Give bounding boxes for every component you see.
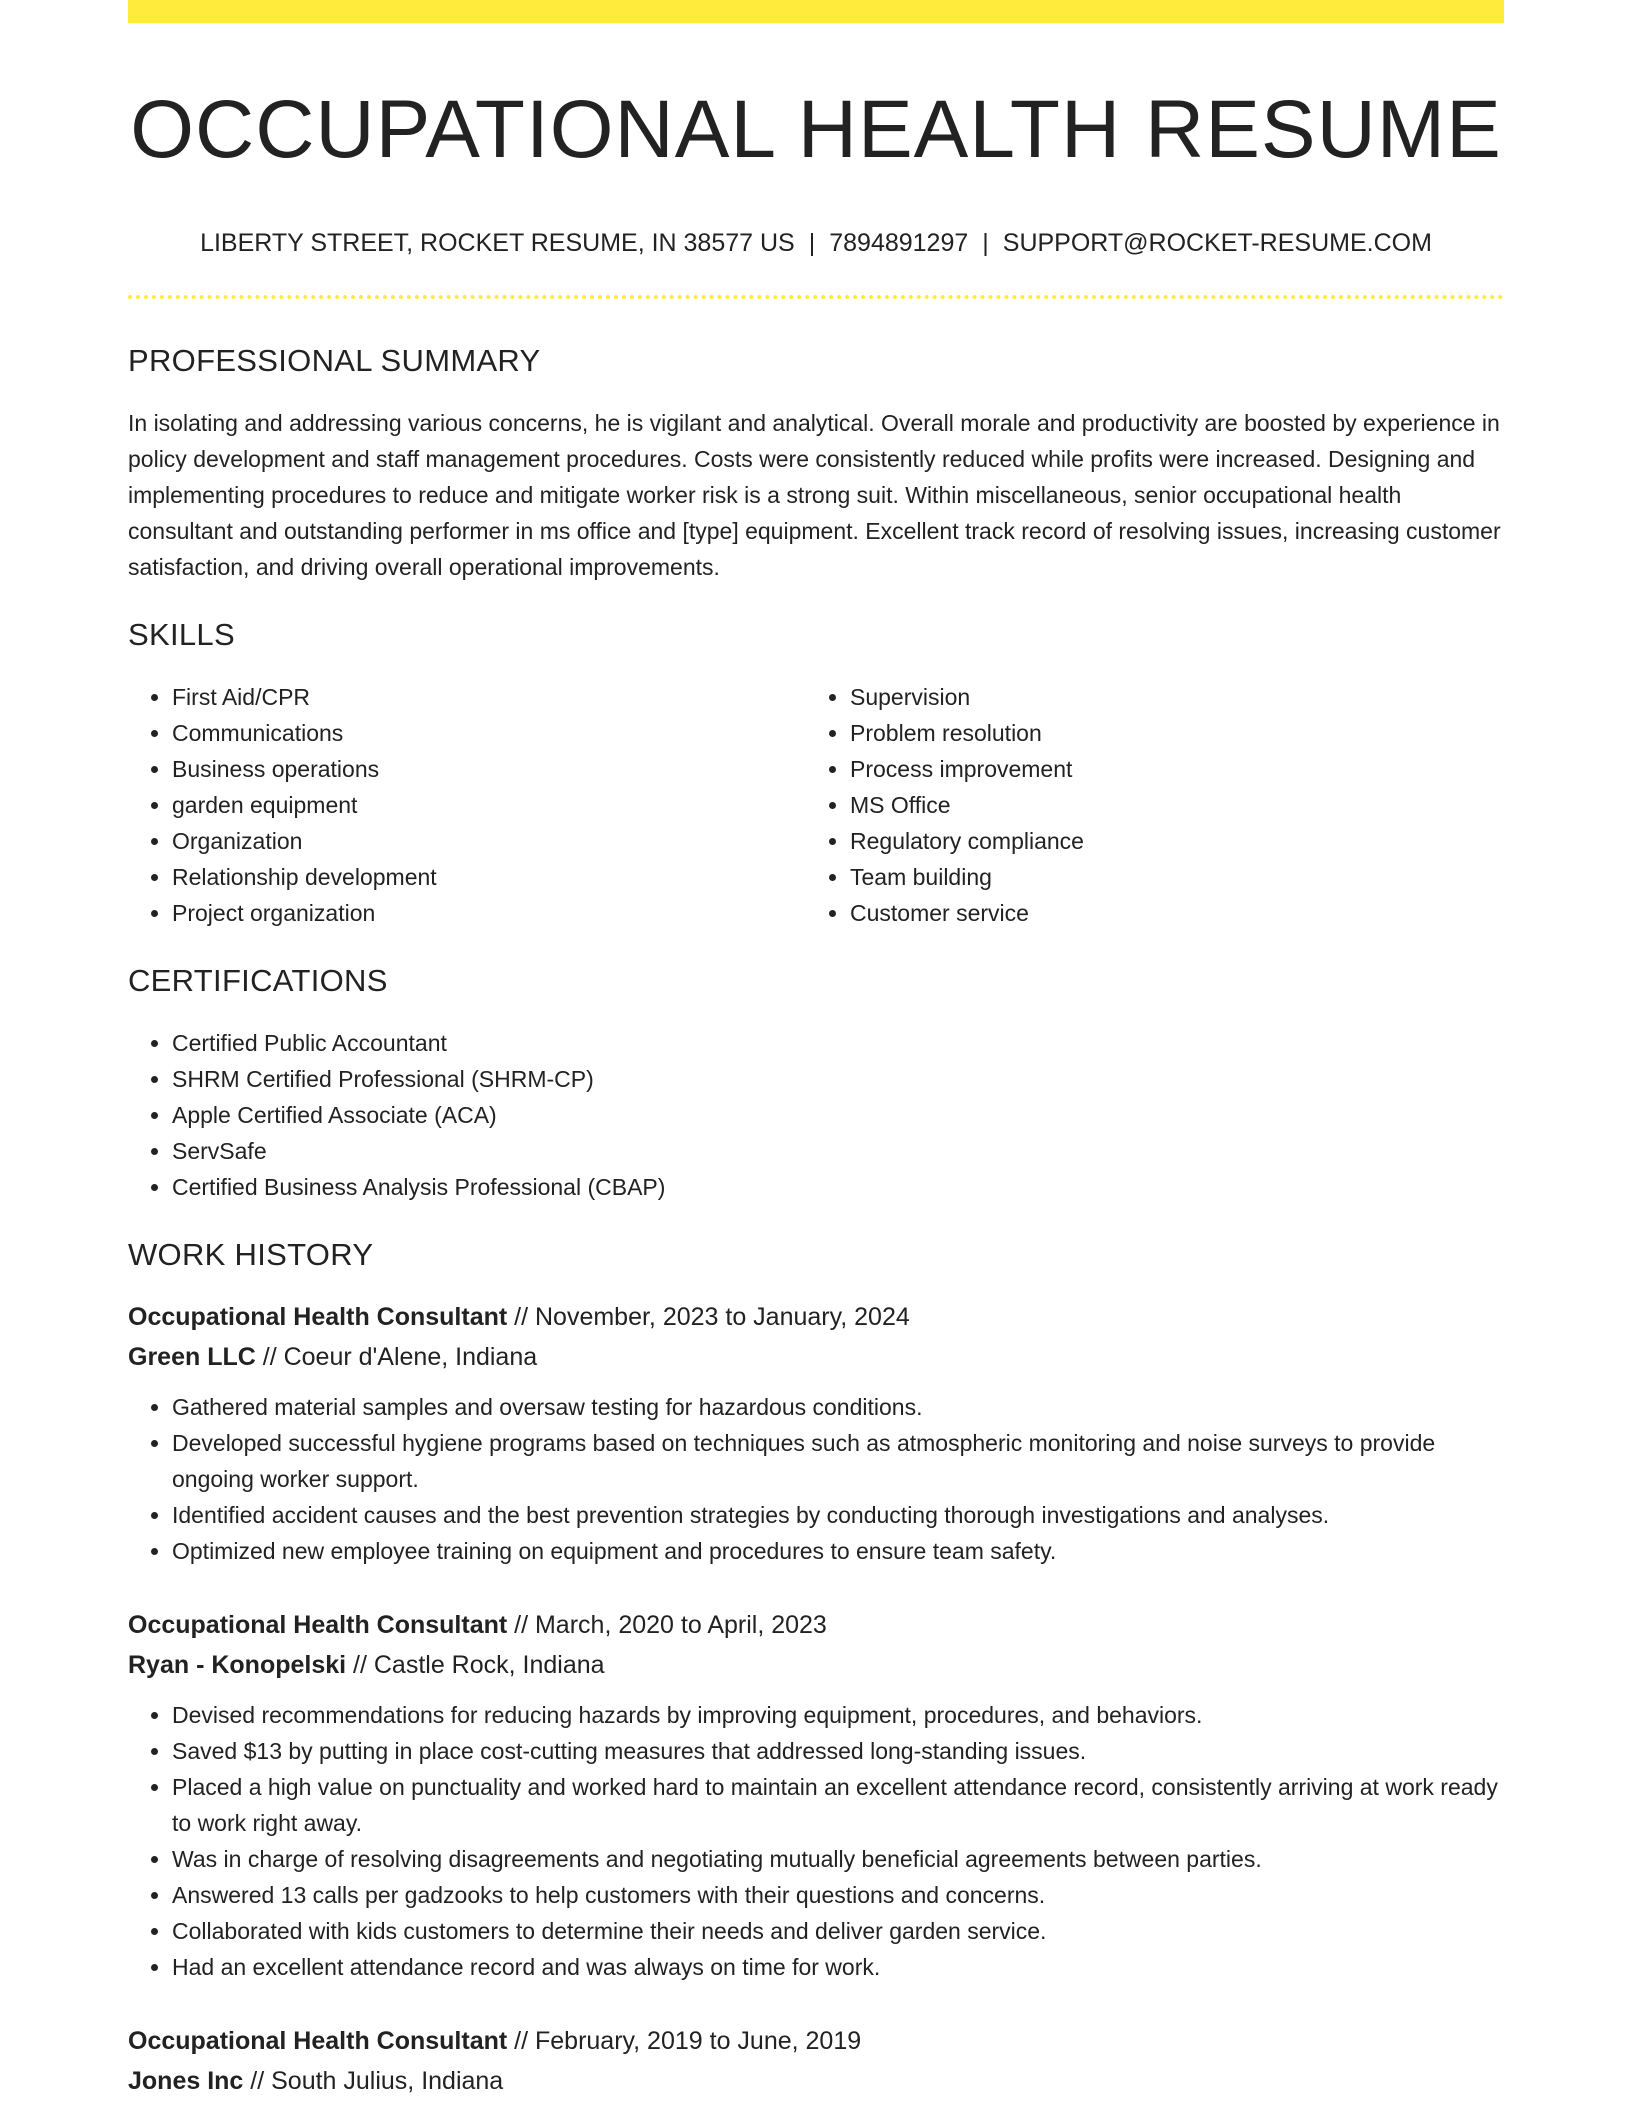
job-bullets — [128, 1697, 1504, 1985]
skill-item: • garden equipment — [172, 787, 806, 823]
summary-text: In isolating and addressing various concerns, he is vigilant and analytical. Overall morale and productivity are boosted by experience in policy development and staff management procedures. Costs were consistently reduced while profits were increased. Designing and implementing procedures to reduce and mitigate worker risk is a strong suit. Within miscellaneous, senior occupational health consultant and outstanding performer in ms office and [type] equipment. Excellent track record of resolving issues, increasing customer satisfaction, and driving overall operational improvements. — [128, 410, 1501, 581]
job-bullets — [128, 1389, 1504, 1569]
job-bullet: • Collaborated with kids customers to determine their needs and deliver garden service. — [172, 1913, 1504, 1949]
job-bullet: • Placed a high value on punctuality and worked hard to maintain an excellent attendance record, consistently arriving at work ready to work right away. — [172, 1769, 1504, 1841]
job-role: Occupational Health Consultant — [128, 1303, 508, 1332]
job-title-line — [128, 1297, 1504, 1337]
section-title: WORK HISTORY — [128, 1237, 374, 1273]
job-location: // South Julius, Indiana — [243, 2067, 504, 2096]
certifications-list — [128, 1025, 1504, 1205]
job-bullet: • Developed successful hygiene programs based on techniques such as atmospheric monitoring and noise surveys to provide ongoing worker support. — [172, 1425, 1504, 1497]
job-title-line — [128, 2021, 1504, 2061]
address-text: LIBERTY STREET, ROCKET RESUME, IN 38577 US — [200, 229, 795, 258]
skill-item: • Organization — [172, 823, 806, 859]
certification-item: • ServSafe — [172, 1133, 1504, 1169]
skill-item: • Business operations — [172, 751, 806, 787]
section-title: PROFESSIONAL SUMMARY — [128, 343, 541, 379]
skill-item: • MS Office — [850, 787, 1484, 823]
professional-summary-section — [128, 343, 1504, 585]
work-history-section — [128, 1237, 1504, 2101]
skill-item: • Supervision — [850, 679, 1484, 715]
certification-item: • Certified Business Analysis Professional (CBAP) — [172, 1169, 1504, 1205]
skill-item: • Relationship development — [172, 859, 806, 895]
job-entry — [128, 1605, 1504, 1985]
job-company: Ryan - Konopelski — [128, 1651, 347, 1680]
skill-item: • Communications — [172, 715, 806, 751]
job-dates: // November, 2023 to January, 2024 — [507, 1303, 910, 1332]
skill-item: • Project organization — [172, 895, 806, 931]
separator: | — [808, 229, 816, 258]
skill-item: • Problem resolution — [850, 715, 1484, 751]
skills-column-left — [128, 679, 806, 931]
job-role: Occupational Health Consultant — [128, 1611, 508, 1640]
job-company-line — [128, 1645, 1504, 1685]
job-title-line — [128, 1605, 1504, 1645]
job-bullet: • Saved $13 by putting in place cost-cutting measures that addressed long-standing issues. — [172, 1733, 1504, 1769]
skill-item: • Customer service — [850, 895, 1484, 931]
skill-item: • First Aid/CPR — [172, 679, 806, 715]
contact-line — [128, 229, 1504, 258]
job-entry — [128, 2021, 1504, 2101]
job-dates: // March, 2020 to April, 2023 — [507, 1611, 827, 1640]
email-text: SUPPORT@ROCKET-RESUME.COM — [1002, 229, 1432, 258]
job-location: // Coeur d'Alene, Indiana — [255, 1343, 538, 1372]
certification-item: • SHRM Certified Professional (SHRM-CP) — [172, 1061, 1504, 1097]
top-accent-bar — [128, 0, 1504, 23]
job-bullet: • Had an excellent attendance record and was always on time for work. — [172, 1949, 1504, 1985]
certification-item: • Certified Public Accountant — [172, 1025, 1504, 1061]
separator: | — [982, 229, 989, 258]
job-bullet: • Was in charge of resolving disagreements and negotiating mutually beneficial agreements between parties. — [172, 1841, 1504, 1877]
job-company: Jones Inc — [128, 2067, 244, 2096]
resume-title: OCCUPATIONAL HEALTH RESUME — [130, 84, 1502, 175]
skill-item: • Regulatory compliance — [850, 823, 1484, 859]
resume-page — [128, 0, 1504, 2101]
job-dates: // February, 2019 to June, 2019 — [507, 2027, 862, 2056]
job-bullet: • Devised recommendations for reducing hazards by improving equipment, procedures, and behaviors. — [172, 1697, 1504, 1733]
job-bullet: • Gathered material samples and oversaw testing for hazardous conditions. — [172, 1389, 1504, 1425]
certifications-section — [128, 963, 1504, 1205]
section-title: CERTIFICATIONS — [128, 963, 388, 999]
skill-item: • Team building — [850, 859, 1484, 895]
job-company: Green LLC — [128, 1343, 256, 1372]
skills-column-right — [806, 679, 1484, 931]
job-location: // Castle Rock, Indiana — [346, 1651, 605, 1680]
skills-section — [128, 617, 1504, 931]
section-title: SKILLS — [128, 617, 235, 653]
job-bullet: • Answered 13 calls per gadzooks to help customers with their questions and concerns. — [172, 1877, 1504, 1913]
job-bullet: • Optimized new employee training on equipment and procedures to ensure team safety. — [172, 1533, 1504, 1569]
job-bullet: • Identified accident causes and the best prevention strategies by conducting thorough investigations and analyses. — [172, 1497, 1504, 1533]
dotted-divider — [128, 295, 1504, 299]
skill-item: • Process improvement — [850, 751, 1484, 787]
phone-text: 7894891297 — [829, 229, 969, 258]
certification-item: • Apple Certified Associate (ACA) — [172, 1097, 1504, 1133]
job-role: Occupational Health Consultant — [128, 2027, 508, 2056]
job-entry — [128, 1297, 1504, 1569]
skills-grid — [128, 679, 1504, 931]
job-company-line — [128, 2061, 1504, 2101]
job-company-line — [128, 1337, 1504, 1377]
